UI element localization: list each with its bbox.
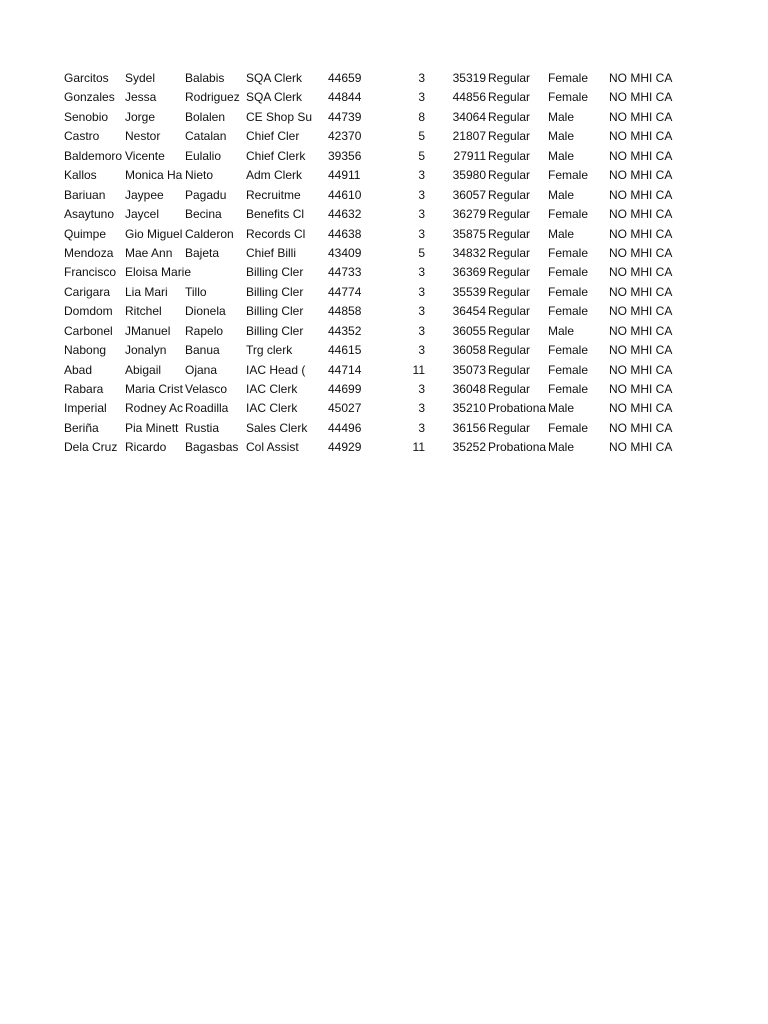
mhi-cell: NO MHI CA: [609, 401, 673, 416]
number-cell: 36055: [452, 323, 486, 338]
employee-id-cell: 44659: [328, 71, 362, 85]
employee-id-cell: 43409: [328, 245, 362, 260]
number-cell: 36156: [452, 420, 486, 435]
first-name-cell: Vicente: [125, 148, 165, 163]
position-cell: Chief Cler: [246, 129, 300, 144]
position-cell: CE Shop Su: [246, 109, 313, 124]
position-cell: Adm Clerk: [246, 168, 303, 183]
status-cell: Regular: [488, 284, 531, 299]
first-name-cell: Jonalyn: [125, 343, 167, 358]
employee-id-cell: 44929: [328, 440, 362, 455]
status-cell: Probationa: [488, 440, 547, 455]
first-name-cell: Ricardo: [125, 440, 167, 455]
mhi-cell: NO MHI CA: [609, 382, 673, 396]
status-cell: Regular: [488, 362, 531, 377]
number-cell: 44856: [452, 90, 486, 105]
mhi-cell: NO MHI CA: [609, 440, 673, 455]
mhi-cell: NO MHI CA: [609, 129, 673, 144]
years-cell: 3: [418, 71, 425, 85]
last-name-cell: Carbonel: [64, 323, 113, 338]
middle-name-cell: Balabis: [185, 71, 225, 85]
status-cell: Regular: [488, 343, 531, 358]
years-cell: 3: [418, 284, 425, 299]
employee-id-cell: 44774: [328, 284, 362, 299]
first-name-cell: JManuel: [125, 323, 171, 338]
employee-id-cell: 44638: [328, 226, 362, 241]
years-cell: 3: [418, 343, 425, 358]
employee-id-cell: 44858: [328, 304, 362, 319]
table-row: [0, 302, 768, 321]
last-name-cell: Bariuan: [64, 187, 106, 202]
position-cell: Trg clerk: [246, 343, 293, 358]
employee-id-cell: 42370: [328, 129, 362, 144]
table-row: [0, 399, 768, 418]
middle-name-cell: Banua: [185, 343, 220, 358]
status-cell: Regular: [488, 71, 531, 85]
middle-name-cell: Calderon: [185, 226, 234, 241]
years-cell: 11: [412, 362, 425, 377]
status-cell: Regular: [488, 129, 531, 144]
last-name-cell: Dela Cruz: [64, 440, 118, 455]
first-name-cell: Sydel: [125, 71, 156, 85]
status-cell: Regular: [488, 90, 531, 105]
gender-cell: Male: [548, 323, 575, 338]
position-cell: IAC Clerk: [246, 382, 298, 396]
first-name-cell: Mae Ann: [125, 245, 173, 260]
table-row: [0, 205, 768, 224]
years-cell: 5: [418, 129, 425, 144]
table-row: [0, 322, 768, 341]
employee-id-cell: 44610: [328, 187, 362, 202]
table-row: [0, 108, 768, 127]
mhi-cell: NO MHI CA: [609, 226, 673, 241]
first-name-cell: Jessa: [125, 90, 157, 105]
position-cell: Billing Cler: [246, 284, 304, 299]
table-row: [0, 361, 768, 380]
last-name-cell: Garcitos: [64, 71, 109, 85]
middle-name-cell: Rodriguez: [185, 90, 240, 105]
position-cell: Benefits Cl: [246, 207, 305, 222]
years-cell: 3: [418, 323, 425, 338]
middle-name-cell: Tillo: [185, 284, 207, 299]
position-cell: Billing Cler: [246, 265, 304, 280]
position-cell: IAC Clerk: [246, 401, 298, 416]
mhi-cell: NO MHI CA: [609, 343, 673, 358]
employee-id-cell: 44352: [328, 323, 362, 338]
last-name-cell: Quimpe: [64, 226, 107, 241]
gender-cell: Male: [548, 226, 575, 241]
middle-name-cell: Bagasbas: [185, 440, 239, 455]
table-row: [0, 147, 768, 166]
years-cell: 3: [418, 401, 425, 416]
position-cell: Col Assist: [246, 440, 299, 455]
table-row: [0, 186, 768, 205]
last-name-cell: Asaytuno: [64, 207, 115, 222]
last-name-cell: Nabong: [64, 343, 107, 358]
middle-name-cell: Ojana: [185, 362, 218, 377]
employee-id-cell: 39356: [328, 148, 362, 163]
employee-id-cell: 44714: [328, 362, 362, 377]
middle-name-cell: Rapelo: [185, 323, 224, 338]
employee-id-cell: 44699: [328, 382, 362, 396]
position-cell: Recruitme: [246, 187, 301, 202]
last-name-cell: Baldemoro: [64, 148, 123, 163]
status-cell: Regular: [488, 265, 531, 280]
gender-cell: Female: [548, 168, 589, 183]
last-name-cell: Rabara: [64, 382, 104, 396]
position-cell: SQA Clerk: [246, 90, 303, 105]
mhi-cell: NO MHI CA: [609, 323, 673, 338]
first-name-cell: Jorge: [125, 109, 156, 124]
first-name-cell: Jaycel: [125, 207, 160, 222]
last-name-cell: Kallos: [64, 168, 97, 183]
status-cell: Regular: [488, 323, 531, 338]
first-name-cell: Rodney Ac: [125, 401, 184, 416]
mhi-cell: NO MHI CA: [609, 420, 673, 435]
status-cell: Regular: [488, 420, 531, 435]
table-row: [0, 419, 768, 438]
years-cell: 3: [418, 168, 425, 183]
middle-name-cell: Pagadu: [185, 187, 227, 202]
middle-name-cell: Catalan: [185, 129, 227, 144]
spreadsheet-table: [0, 69, 768, 458]
number-cell: 36369: [452, 265, 486, 280]
first-name-cell: Pia Minett: [125, 420, 179, 435]
middle-name-cell: Rustia: [185, 420, 220, 435]
years-cell: 3: [418, 187, 425, 202]
number-cell: 36058: [452, 343, 486, 358]
gender-cell: Female: [548, 420, 589, 435]
status-cell: Regular: [488, 245, 531, 260]
status-cell: Regular: [488, 382, 531, 396]
gender-cell: Female: [548, 343, 589, 358]
mhi-cell: NO MHI CA: [609, 245, 673, 260]
gender-cell: Female: [548, 284, 589, 299]
number-cell: 34064: [452, 109, 486, 124]
employee-id-cell: 45027: [328, 401, 362, 416]
years-cell: 5: [418, 148, 425, 163]
number-cell: 34832: [452, 245, 486, 260]
gender-cell: Female: [548, 362, 589, 377]
position-cell: Chief Billi: [246, 245, 297, 260]
number-cell: 36048: [452, 382, 486, 396]
last-name-cell: Gonzales: [64, 90, 115, 105]
middle-name-cell: Nieto: [185, 168, 214, 183]
gender-cell: Female: [548, 90, 589, 105]
gender-cell: Female: [548, 245, 589, 260]
last-name-cell: Francisco: [64, 265, 117, 280]
first-name-cell: Lia Mari: [125, 284, 168, 299]
mhi-cell: NO MHI CA: [609, 109, 673, 124]
position-cell: SQA Clerk: [246, 71, 303, 85]
employee-id-cell: 44615: [328, 343, 362, 358]
table-row: [0, 341, 768, 360]
years-cell: 3: [418, 382, 425, 396]
last-name-cell: Beriña: [64, 420, 99, 435]
gender-cell: Male: [548, 148, 575, 163]
number-cell: 35210: [452, 401, 486, 416]
years-cell: 11: [412, 440, 425, 455]
number-cell: 27911: [453, 148, 486, 163]
years-cell: 3: [418, 304, 425, 319]
number-cell: 36454: [452, 304, 486, 319]
status-cell: Regular: [488, 148, 531, 163]
middle-name-cell: Roadilla: [185, 401, 229, 416]
employee-id-cell: 44496: [328, 420, 362, 435]
table-row: [0, 438, 768, 457]
table-row: [0, 225, 768, 244]
first-name-cell: Eloisa Marie: [125, 265, 192, 280]
last-name-cell: Carigara: [64, 284, 111, 299]
middle-name-cell: Velasco: [185, 382, 228, 396]
middle-name-cell: Eulalio: [185, 148, 222, 163]
mhi-cell: NO MHI CA: [609, 265, 673, 280]
table-row: [0, 166, 768, 185]
last-name-cell: Abad: [64, 362, 93, 377]
years-cell: 8: [418, 109, 425, 124]
status-cell: Regular: [488, 226, 531, 241]
number-cell: 35073: [452, 362, 486, 377]
number-cell: 21807: [452, 129, 486, 144]
middle-name-cell: Becina: [185, 207, 222, 222]
middle-name-cell: Bajeta: [185, 245, 220, 260]
number-cell: 36057: [452, 187, 486, 202]
gender-cell: Female: [548, 265, 589, 280]
mhi-cell: NO MHI CA: [609, 148, 673, 163]
years-cell: 3: [418, 265, 425, 280]
position-cell: Chief Clerk: [246, 148, 306, 163]
mhi-cell: NO MHI CA: [609, 362, 673, 377]
table-row: [0, 127, 768, 146]
employee-id-cell: 44844: [328, 90, 362, 105]
table-row: [0, 380, 768, 399]
mhi-cell: NO MHI CA: [609, 168, 673, 183]
mhi-cell: NO MHI CA: [609, 284, 673, 299]
status-cell: Regular: [488, 109, 531, 124]
number-cell: 35875: [452, 226, 486, 241]
gender-cell: Male: [548, 109, 575, 124]
position-cell: Sales Clerk: [246, 420, 308, 435]
position-cell: IAC Head (: [246, 362, 306, 377]
gender-cell: Male: [548, 129, 575, 144]
table-row: [0, 244, 768, 263]
mhi-cell: NO MHI CA: [609, 187, 673, 202]
position-cell: Billing Cler: [246, 304, 304, 319]
position-cell: Billing Cler: [246, 323, 304, 338]
first-name-cell: Monica Ha: [125, 168, 183, 183]
mhi-cell: NO MHI CA: [609, 90, 673, 105]
first-name-cell: Nestor: [125, 129, 161, 144]
last-name-cell: Imperial: [64, 401, 107, 416]
last-name-cell: Mendoza: [64, 245, 114, 260]
table-row: [0, 69, 768, 88]
gender-cell: Female: [548, 304, 589, 319]
first-name-cell: Ritchel: [125, 304, 162, 319]
first-name-cell: Jaypee: [125, 187, 164, 202]
employee-id-cell: 44632: [328, 207, 362, 222]
position-cell: Records Cl: [246, 226, 306, 241]
status-cell: Probationa: [488, 401, 547, 416]
mhi-cell: NO MHI CA: [609, 304, 673, 319]
gender-cell: Female: [548, 207, 589, 222]
first-name-cell: Gio Miguel: [125, 226, 183, 241]
mhi-cell: NO MHI CA: [609, 71, 673, 85]
number-cell: 35252: [452, 440, 486, 455]
gender-cell: Male: [548, 187, 575, 202]
years-cell: 5: [418, 245, 425, 260]
status-cell: Regular: [488, 207, 531, 222]
middle-name-cell: Bolalen: [185, 109, 226, 124]
years-cell: 3: [418, 207, 425, 222]
last-name-cell: Senobio: [64, 109, 109, 124]
gender-cell: Male: [548, 440, 575, 455]
status-cell: Regular: [488, 168, 531, 183]
gender-cell: Female: [548, 382, 589, 396]
status-cell: Regular: [488, 304, 531, 319]
middle-name-cell: [185, 263, 245, 282]
years-cell: 3: [418, 420, 425, 435]
number-cell: 35539: [452, 284, 486, 299]
mhi-cell: NO MHI CA: [609, 207, 673, 222]
first-name-cell: Maria Crist: [125, 382, 184, 396]
number-cell: 35319: [452, 71, 486, 85]
status-cell: Regular: [488, 187, 531, 202]
last-name-cell: Domdom: [64, 304, 113, 319]
employee-id-cell: 44739: [328, 109, 362, 124]
table-row: [0, 88, 768, 107]
years-cell: 3: [418, 226, 425, 241]
table-row: [0, 283, 768, 302]
middle-name-cell: Dionela: [185, 304, 226, 319]
employee-id-cell: 44911: [328, 168, 361, 183]
gender-cell: Female: [548, 71, 589, 85]
first-name-cell: Abigail: [125, 362, 162, 377]
number-cell: 35980: [452, 168, 486, 183]
years-cell: 3: [418, 90, 425, 105]
table-row: [0, 263, 768, 282]
gender-cell: Male: [548, 401, 575, 416]
employee-id-cell: 44733: [328, 265, 362, 280]
last-name-cell: Castro: [64, 129, 100, 144]
number-cell: 36279: [452, 207, 486, 222]
